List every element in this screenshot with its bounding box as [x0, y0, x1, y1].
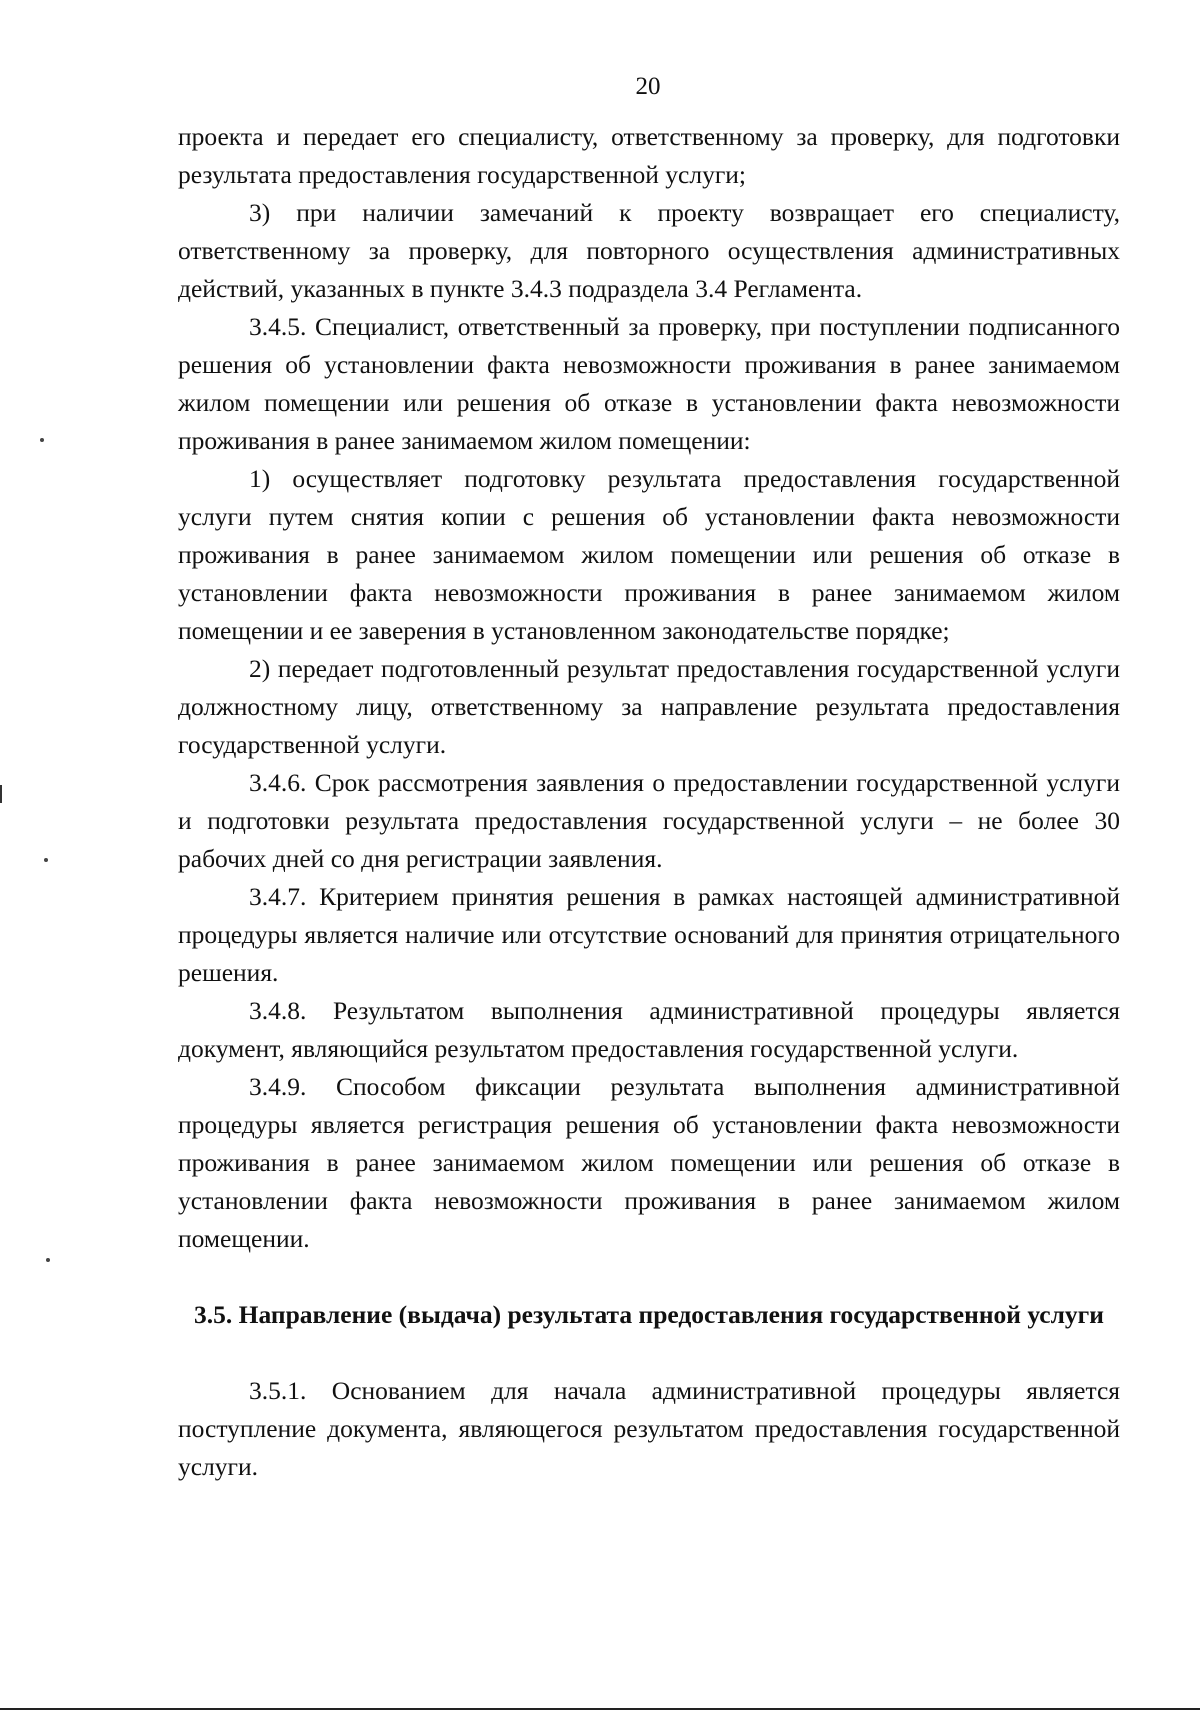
page-number: 20: [635, 73, 661, 100]
paragraph: 1) осуществляет подготовку результата предоставления государственной услуги путем снятия копии с решения об установлении факта невозможности проживания в ранее занимаемом жилом помещении или решения об отказе в установлении факта невозможности проживания в ранее занимаемом жилом помещении и ее заверения в установленном законодательстве порядке;: [178, 464, 1120, 645]
paragraph: 3.5.1. Основанием для начала административной процедуры является поступление документа, являющегося результатом предоставления государственной услуги.: [178, 1376, 1120, 1481]
section-heading: 3.5. Направление (выдача) результата предоставления государственной услуги: [194, 1300, 1104, 1329]
document-body: [178, 118, 1120, 1486]
scan-speck: [46, 1258, 50, 1262]
paragraph: 3.4.7. Критерием принятия решения в рамках настоящей административной процедуры является наличие или отсутствие оснований для принятия отрицательного решения.: [178, 882, 1120, 987]
paragraph: 3) при наличии замечаний к проекту возвращает его специалисту, ответственному за проверку, для повторного осуществления административных действий, указанных в пункте 3.4.3 подраздела 3.4 Регламента.: [178, 198, 1120, 303]
paragraph: 3.4.8. Результатом выполнения административной процедуры является документ, являющийся результатом предоставления государственной услуги.: [178, 996, 1120, 1063]
paragraph: 2) передает подготовленный результат предоставления государственной услуги должностному лицу, ответственному за направление результата предоставления государственной услуги.: [178, 654, 1120, 759]
paragraph: 3.4.9. Способом фиксации результата выполнения административной процедуры является регистрация решения об установлении факта невозможности проживания в ранее занимаемом жилом помещении или решения об отказе в установлении факта невозможности проживания в ранее занимаемом жилом помещении.: [178, 1072, 1120, 1253]
paragraph: 3.4.6. Срок рассмотрения заявления о предоставлении государственной услуги и подготовки результата предоставления государственной услуги – не более 30 рабочих дней со дня регистрации заявления.: [178, 768, 1120, 873]
scan-mark: [0, 785, 2, 803]
scan-speck: [40, 438, 44, 442]
scan-speck: [44, 858, 48, 862]
paragraph: проекта и передает его специалисту, ответственному за проверку, для подготовки результата предоставления государственной услуги;: [178, 122, 1120, 189]
paragraph: 3.4.5. Специалист, ответственный за проверку, при поступлении подписанного решения об установлении факта невозможности проживания в ранее занимаемом жилом помещении или решения об отказе в установлении факта невозможности проживания в ранее занимаемом жилом помещении:: [178, 312, 1120, 455]
